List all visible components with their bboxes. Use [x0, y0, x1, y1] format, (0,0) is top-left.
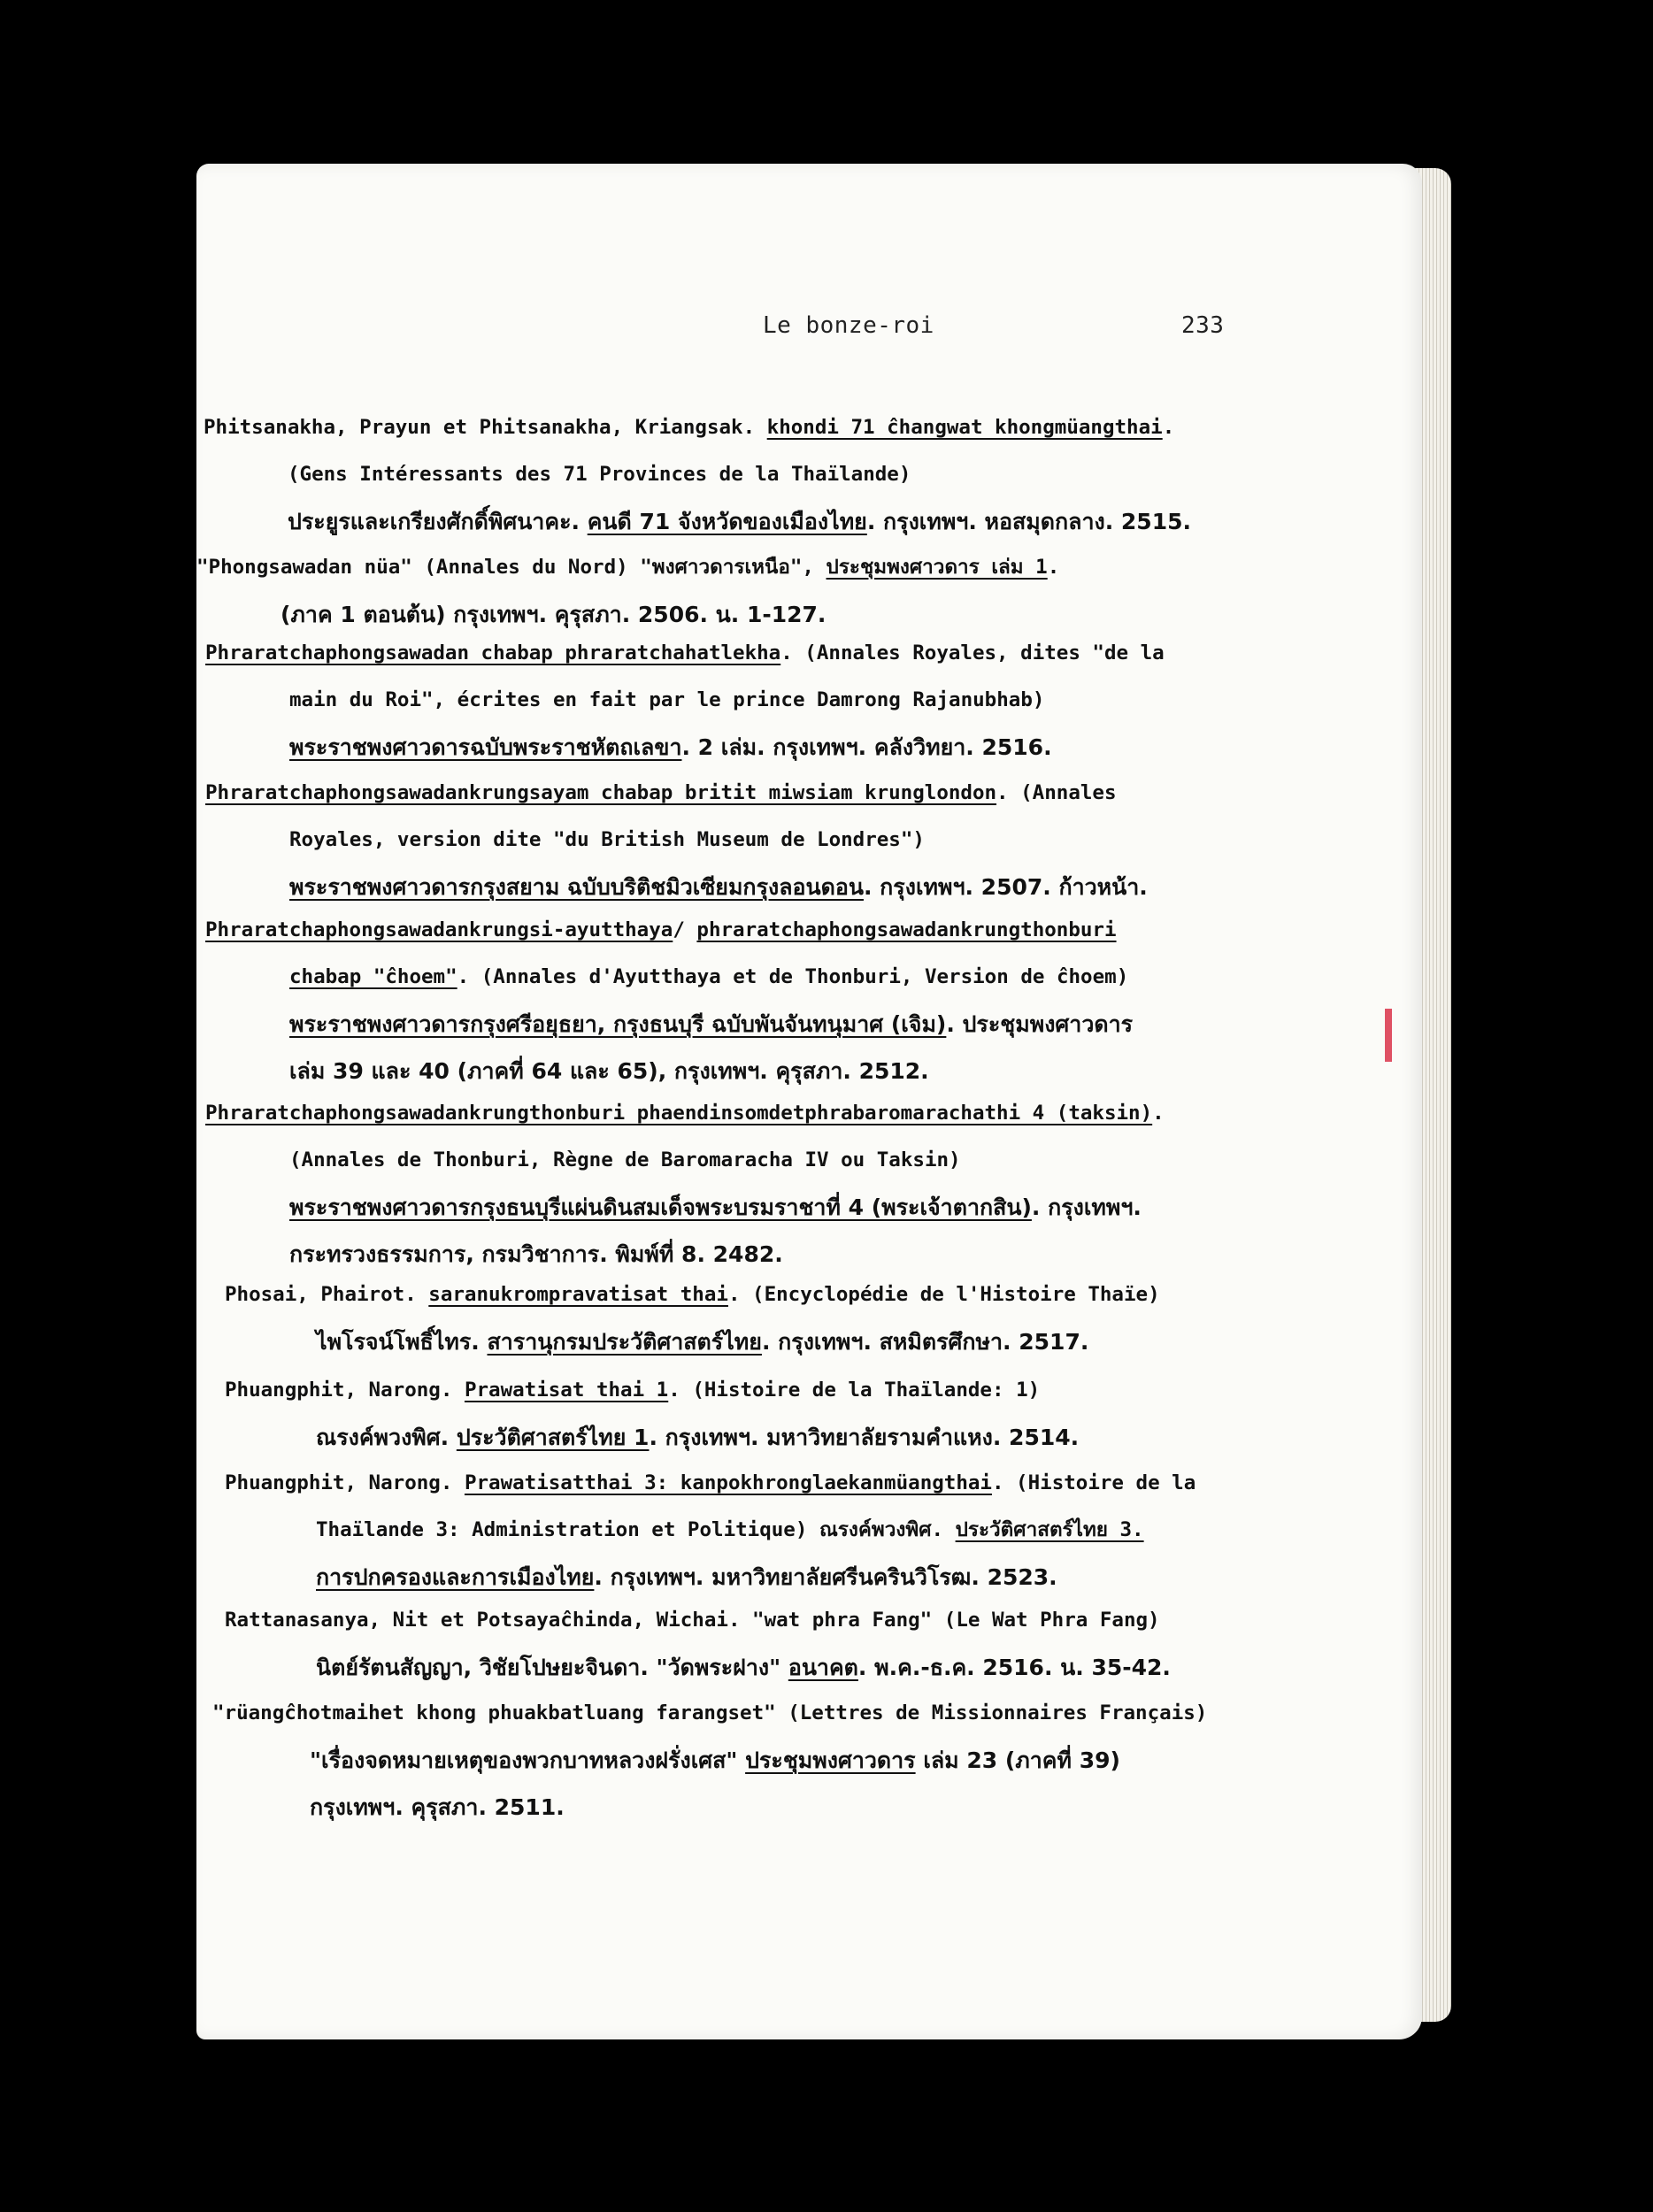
entry-title: khondi 71 ĉhangwat khongmüangthai: [766, 416, 1163, 439]
page-number: 233: [1181, 312, 1225, 339]
bibliography-entry: Phitsanakha, Prayun et Phitsanakha, Kriangsak. khondi 71 ĉhangwat khongmüangthai. (Gens Intéressants des 71 Provinces de la Thaïlande) ประยูรและเกรียงศักดิ์พิศนาคะ. คนดี 71 จังหวัดของเมืองไทย. กรุงเทพฯ. หอสมุดกลาง. 2515.: [204, 416, 1191, 534]
bibliography-entry: Phuangphit, Narong. Prawatisat thai 1. (Histoire de la Thaïlande: 1) ณรงค์พวงพิศ. ประวัติศาสตร์ไทย 1. กรุงเทพฯ. มหาวิทยาลัยรามคำแหง. 2514.: [225, 1379, 1080, 1450]
bibliography-entry: Phosai, Phairot. saranukrompravatisat thai. (Encyclopédie de l'Histoire Thaïe) ไพโรจน์โพธิ์ไทร. สารานุกรมประวัติศาสตร์ไทย. กรุงเทพฯ. สหมิตรศึกษา. 2517.: [225, 1283, 1160, 1355]
bibliography-entry: Phuangphit, Narong. Prawatisatthai 3: kanpokhronglaekanmüangthai. (Histoire de la Thaïlande 3: Administration et Politique) ณรงค์พวงพิศ. ประวัติศาสตร์ไทย 3. การปกครองและการเมืองไทย. กรุงเทพฯ. มหาวิทยาลัยศรีนครินวิโรฒ. 2523.: [225, 1471, 1196, 1590]
red-margin-mark: [1385, 1009, 1392, 1062]
book-page: [196, 164, 1422, 2039]
bibliography-entry: Phraratchaphongsawadan chabap phraratchahatlekha. (Annales Royales, dites "de la main du Roi", écrites en fait par le prince Damrong Rajanubhab) พระราชพงศาวดารฉบับพระราชหัตถเลขา. 2 เล่ม. กรุงเทพฯ. คลังวิทยา. 2516.: [205, 641, 1165, 760]
running-title: Le bonze-roi: [763, 312, 934, 339]
bibliography-entry: Phraratchaphongsawadankrungsi-ayutthaya/ phraratchaphongsawadankrungthonburi chabap "ĉhoem". (Annales d'Ayutthaya et de Thonburi, Version de ĉhoem) พระราชพงศาวดารกรุงศรีอยุธยา, กรุงธนบุรี ฉบับพันจันทนุมาศ (เจิม). ประชุมพงศาวดาร เล่ม 39 และ 40 (ภาคที่ 64 และ 65), กรุงเทพฯ. คุรุสภา. 2512.: [205, 918, 1134, 1084]
bibliography-entry: "Phongsawadan nüa" (Annales du Nord) "พงศาวดารเหนือ", ประชุมพงศาวดาร เล่ม 1. (ภาค 1 ตอนต้น) กรุงเทพฯ. คุรุสภา. 2506. น. 1-127.: [196, 556, 1060, 627]
running-header: [763, 312, 1225, 339]
bibliography-entry: Rattanasanya, Nit et Potsayaĉhinda, Wichai. "wat phra Fang" (Le Wat Phra Fang) นิตย์รัตนสัญญา, วิชัยโปษยะจินดา. "วัดพระฝาง" อนาคต. พ.ค.-ธ.ค. 2516. น. 35-42.: [225, 1609, 1171, 1680]
bibliography-entry: "rüangĉhotmaihet khong phuakbatluang farangset" (Lettres de Missionnaires Français) "เรื่องจดหมายเหตุของพวกบาทหลวงฝรั่งเศส" ประชุมพงศาวดาร เล่ม 23 (ภาคที่ 39) กรุงเทพฯ. คุรุสภา. 2511.: [212, 1701, 1208, 1820]
bibliography-entry: Phraratchaphongsawadankrungthonburi phaendinsomdetphrabaromarachathi 4 (taksin). (Annales de Thonburi, Règne de Baromaracha IV ou Taksin) พระราชพงศาวดารกรุงธนบุรีแผ่นดินสมเด็จพระบรมราชาที่ 4 (พระเจ้าตากสิน). กรุงเทพฯ. กระทรวงธรรมการ, กรมวิชาการ. พิมพ์ที่ 8. 2482.: [205, 1102, 1165, 1267]
bibliography-entry: Phraratchaphongsawadankrungsayam chabap britit miwsiam krunglondon. (Annales Royales, version dite "du British Museum de Londres") พระราชพงศาวดารกรุงสยาม ฉบับบริติชมิวเซียมกรุงลอนดอน. กรุงเทพฯ. 2507. ก้าวหน้า.: [205, 781, 1148, 900]
